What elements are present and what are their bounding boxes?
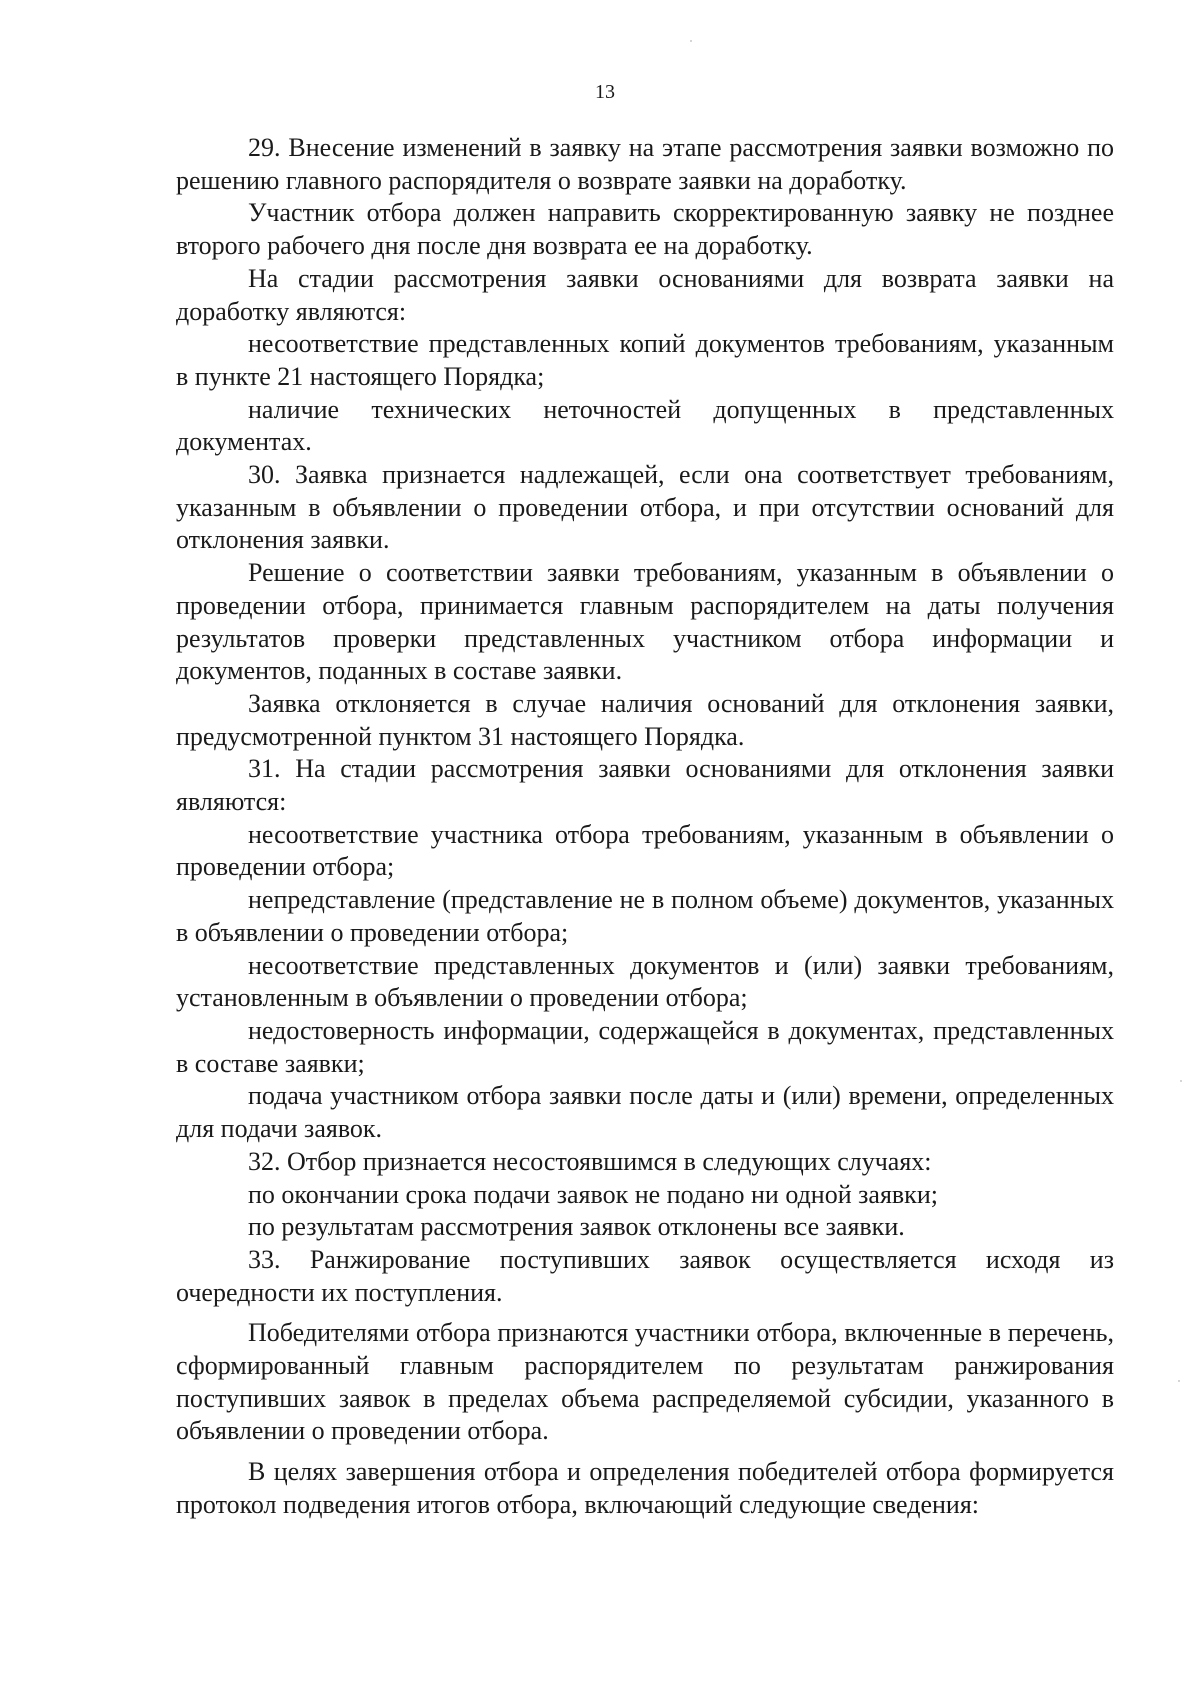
scan-speck	[690, 40, 692, 42]
list-item: несоответствие представленных копий документов требованиям, указанным в пункте 21 настоящего Порядка;	[176, 329, 1114, 391]
paragraph: 30. Заявка признается надлежащей, если она соответствует требованиям, указанным в объявлении о проведении отбора, и при отсутствии оснований для отклонения заявки.	[176, 460, 1114, 555]
list-item: по результатам рассмотрения заявок отклонены все заявки.	[248, 1212, 905, 1242]
scan-speck	[1180, 1080, 1182, 1082]
list-item: непредставление (представление не в полном объеме) документов, указанных в объявлении о проведении отбора;	[176, 885, 1114, 947]
paragraph: Решение о соответствии заявки требованиям, указанным в объявлении о проведении отбора, принимается главным распорядителем на даты получения результатов проверки представленных участником отбора информации и документов, поданных в составе заявки.	[176, 558, 1114, 686]
paragraph: В целях завершения отбора и определения победителей отбора формируется протокол подведения итогов отбора, включающий следующие сведения:	[176, 1457, 1114, 1519]
list-item: недостоверность информации, содержащейся в документах, представленных в составе заявки;	[176, 1015, 1114, 1078]
list-item: несоответствие участника отбора требованиям, указанным в объявлении о проведении отбора;	[176, 819, 1114, 882]
list-item: подача участником отбора заявки после даты и (или) времени, определенных для подачи заявок.	[176, 1081, 1114, 1144]
page-number: 13	[595, 81, 615, 103]
paragraph: 32. Отбор признается несостоявшимся в следующих случаях:	[248, 1146, 932, 1176]
paragraph: 33. Ранжирование поступивших заявок осуществляется исходя из очередности их поступления.	[176, 1244, 1114, 1307]
paragraph: Участник отбора должен направить скорректированную заявку не позднее второго рабочего дня после дня возврата ее на доработку.	[176, 198, 1114, 261]
list-item: наличие технических неточностей допущенных в представленных документах.	[176, 394, 1114, 457]
paragraph: На стадии рассмотрения заявки основаниями для возврата заявки на доработку являются:	[176, 263, 1114, 326]
paragraph: Победителями отбора признаются участники отбора, включенные в перечень, сформированный главным распорядителем по результатам ранжирования поступивших заявок в пределах объема распределяемой субсидии, указанного в объявлении о проведении отбора.	[176, 1318, 1114, 1446]
paragraph: Заявка отклоняется в случае наличия оснований для отклонения заявки, предусмотренной пунктом 31 настоящего Порядка.	[176, 688, 1114, 751]
paragraph: 31. На стадии рассмотрения заявки основаниями для отклонения заявки являются:	[176, 754, 1114, 817]
document-body	[176, 132, 1114, 1522]
scan-speck	[1178, 1380, 1180, 1382]
list-item: по окончании срока подачи заявок не подано ни одной заявки;	[248, 1179, 938, 1209]
paragraph: 29. Внесение изменений в заявку на этапе рассмотрения заявки возможно по решению главного распорядителя о возврате заявки на доработку.	[176, 133, 1114, 195]
list-item: несоответствие представленных документов и (или) заявки требованиям, установленным в объявлении о проведении отбора;	[176, 950, 1114, 1013]
